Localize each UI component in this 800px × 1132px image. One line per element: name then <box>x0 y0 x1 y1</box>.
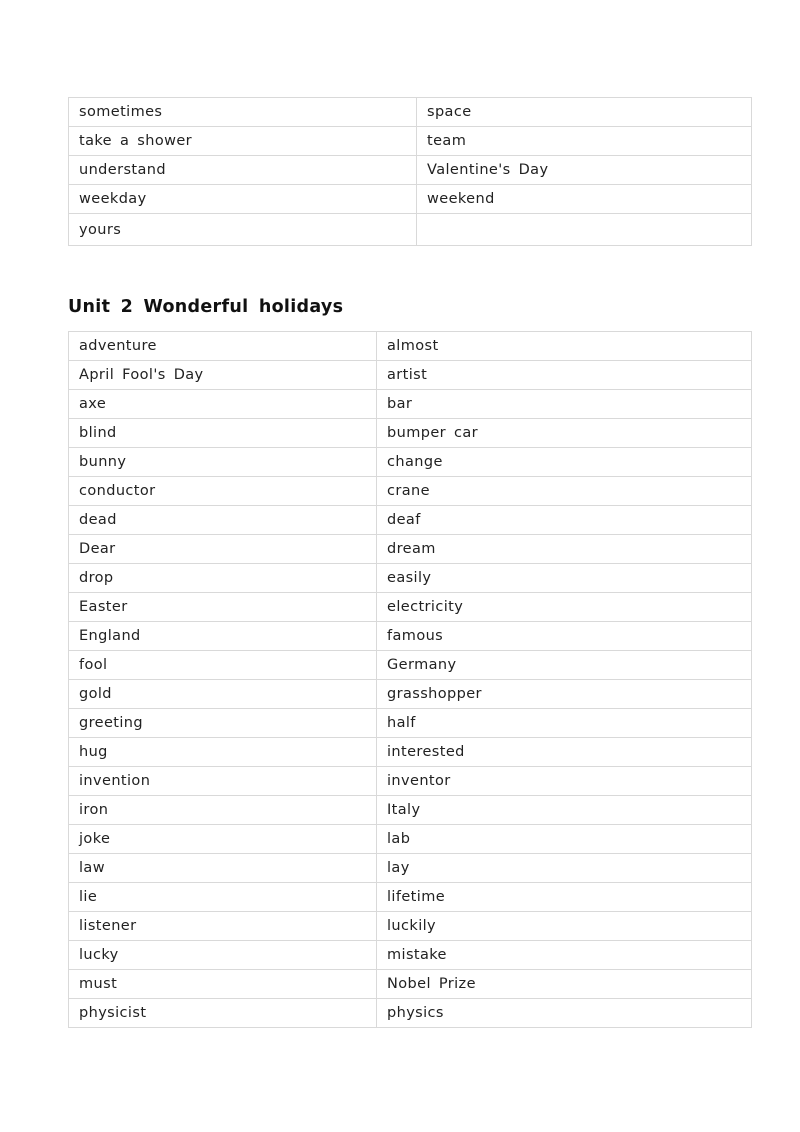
table-cell: team <box>417 127 752 156</box>
table-row <box>69 564 752 593</box>
table-cell: lie <box>69 883 377 912</box>
table-row <box>69 651 752 680</box>
table-cell: weekend <box>417 185 752 214</box>
table-cell: lifetime <box>377 883 752 912</box>
table-cell: space <box>417 98 752 127</box>
table-cell: lab <box>377 825 752 854</box>
table-row <box>69 506 752 535</box>
table-cell: gold <box>69 680 377 709</box>
table-cell: joke <box>69 825 377 854</box>
table-cell: crane <box>377 477 752 506</box>
table-cell: change <box>377 448 752 477</box>
table-cell: interested <box>377 738 752 767</box>
table-row <box>69 535 752 564</box>
table-cell: hug <box>69 738 377 767</box>
table-cell: axe <box>69 390 377 419</box>
table-cell: physicist <box>69 999 377 1028</box>
table-cell: deaf <box>377 506 752 535</box>
table-cell: bumper car <box>377 419 752 448</box>
table-cell: bunny <box>69 448 377 477</box>
table-row <box>69 98 752 127</box>
table-cell: physics <box>377 999 752 1028</box>
table-cell: understand <box>69 156 417 185</box>
table-cell: weekday <box>69 185 417 214</box>
table-row <box>69 680 752 709</box>
table-row <box>69 214 752 246</box>
table-cell: take a shower <box>69 127 417 156</box>
table-row <box>69 970 752 999</box>
table-row <box>69 390 752 419</box>
table-row <box>69 796 752 825</box>
table-cell: England <box>69 622 377 651</box>
unit-2-heading: Unit 2 Wonderful holidays <box>68 297 344 317</box>
table-cell: law <box>69 854 377 883</box>
table-cell: grasshopper <box>377 680 752 709</box>
table-row <box>69 448 752 477</box>
vocab-table-unit2 <box>68 331 752 1028</box>
table-cell: sometimes <box>69 98 417 127</box>
table-cell: must <box>69 970 377 999</box>
table-row <box>69 185 752 214</box>
table-row <box>69 127 752 156</box>
table-cell: conductor <box>69 477 377 506</box>
table-cell: Germany <box>377 651 752 680</box>
table-row <box>69 477 752 506</box>
table-cell: April Fool's Day <box>69 361 377 390</box>
table-cell: Nobel Prize <box>377 970 752 999</box>
table-row <box>69 156 752 185</box>
table-cell: blind <box>69 419 377 448</box>
table-row <box>69 332 752 361</box>
table-row <box>69 709 752 738</box>
table-cell: dream <box>377 535 752 564</box>
table-cell: adventure <box>69 332 377 361</box>
table-row <box>69 999 752 1028</box>
table-cell: dead <box>69 506 377 535</box>
table-row <box>69 854 752 883</box>
table-cell: easily <box>377 564 752 593</box>
table-cell: iron <box>69 796 377 825</box>
table-cell: lucky <box>69 941 377 970</box>
table-cell: inventor <box>377 767 752 796</box>
table-cell: listener <box>69 912 377 941</box>
table-row <box>69 622 752 651</box>
table-cell: Dear <box>69 535 377 564</box>
table-row <box>69 912 752 941</box>
table-cell: luckily <box>377 912 752 941</box>
table-cell: almost <box>377 332 752 361</box>
table-cell: Easter <box>69 593 377 622</box>
table-cell: drop <box>69 564 377 593</box>
table-cell <box>417 214 752 246</box>
table-cell: electricity <box>377 593 752 622</box>
table-row <box>69 941 752 970</box>
table-row <box>69 593 752 622</box>
table-cell: lay <box>377 854 752 883</box>
table-cell: artist <box>377 361 752 390</box>
table-cell: bar <box>377 390 752 419</box>
table-row <box>69 883 752 912</box>
table-row <box>69 767 752 796</box>
vocab-table-unit1-continued <box>68 97 752 246</box>
table-row <box>69 738 752 767</box>
table-cell: yours <box>69 214 417 246</box>
table-cell: fool <box>69 651 377 680</box>
table-row <box>69 825 752 854</box>
table-cell: famous <box>377 622 752 651</box>
table-cell: Italy <box>377 796 752 825</box>
table-cell: Valentine's Day <box>417 156 752 185</box>
table-row <box>69 419 752 448</box>
table-cell: half <box>377 709 752 738</box>
table-cell: mistake <box>377 941 752 970</box>
table-cell: invention <box>69 767 377 796</box>
table-row <box>69 361 752 390</box>
table-cell: greeting <box>69 709 377 738</box>
